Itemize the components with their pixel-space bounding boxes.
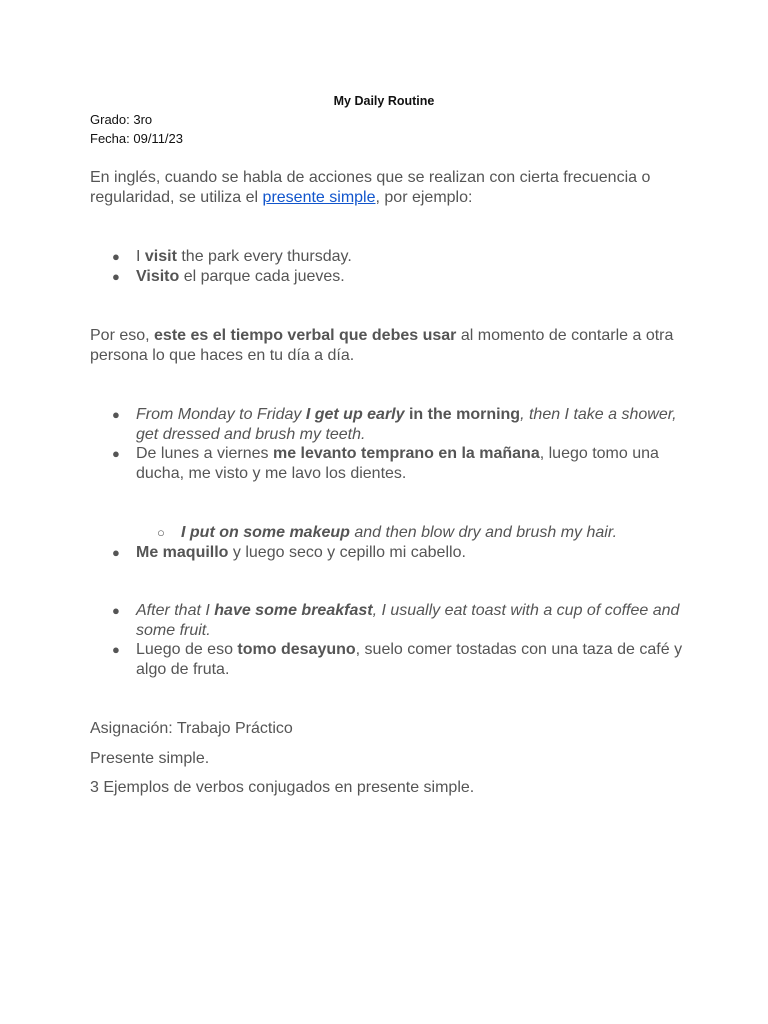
bold-phrase: in the morning [404,406,521,423]
bold-phrase: me levanto temprano en la mañana [272,445,540,462]
date-line: Fecha: 09/11/23 [90,131,183,146]
text-segment: I [136,248,145,265]
assignment-topic: Presente simple. [90,750,210,767]
text-segment: , I usually eat toast with a cup of coffee and some fruit. [136,602,680,639]
bold-phrase: Me maquillo [136,544,229,561]
assignment-heading: Asignación: Trabajo Práctico [90,720,293,737]
hollow-bullet-icon: ○ [157,525,165,540]
bold-phrase: tomo desayuno [237,641,356,658]
grade-line: Grado: 3ro [90,112,153,127]
assignment-task: 3 Ejemplos de verbos conjugados en presente simple. [90,779,475,796]
text-segment: , then I take a shower, get dressed and brush my teeth. [136,406,677,443]
text-segment: Por eso, [90,327,155,344]
bold-italic-phrase: I put on some makeup [181,524,350,541]
list-item-text [136,267,684,287]
list-item-text [136,640,684,680]
bullet-icon: ● [112,269,120,284]
list-item-text [136,543,684,563]
list-item-text [136,444,684,484]
presente-simple-link[interactable]: presente simple [262,189,376,206]
bold-verb: visit [144,248,177,265]
list-item-text [181,523,697,543]
text-segment: Luego de eso [136,641,238,658]
intro-text-before: En inglés, cuando se habla de acciones que se realizan con cierta frecuencia o regularidad, se utiliza el [90,169,651,206]
list-item-text [136,601,684,641]
bullet-icon: ● [112,603,120,618]
bullet-icon: ● [112,545,120,560]
text-segment: After that I [136,602,215,619]
bold-verb: Visito [136,268,180,285]
bullet-icon: ● [112,249,120,264]
list-item-text [136,405,684,445]
list-item-text [136,247,684,267]
explanation-paragraph [90,326,690,366]
text-segment: De lunes a viernes [136,445,273,462]
text-segment: , suelo comer tostadas con una taza de café y algo de fruta. [136,641,683,678]
bullet-icon: ● [112,642,120,657]
text-segment: the park every thursday. [176,248,352,265]
bullet-icon: ● [112,446,120,461]
text-segment: From Monday to Friday [136,406,306,423]
bold-italic-phrase: have some breakfast [214,602,373,619]
text-segment: al momento de contarle a otra persona lo que haces en tu día a día. [90,327,674,364]
bullet-icon: ● [112,407,120,422]
text-segment: and then blow dry and brush my hair. [349,524,618,541]
intro-text-after: , por ejemplo: [375,189,473,206]
text-segment: el parque cada jueves. [179,268,345,285]
bold-italic-phrase: I get up early [305,406,405,423]
text-segment: y luego seco y cepillo mi cabello. [228,544,466,561]
document-title: My Daily Routine [333,94,435,108]
text-segment: , luego tomo una ducha, me visto y me lavo los dientes. [136,445,659,482]
bold-phrase: este es el tiempo verbal que debes usar [154,327,457,344]
intro-paragraph [90,168,690,208]
